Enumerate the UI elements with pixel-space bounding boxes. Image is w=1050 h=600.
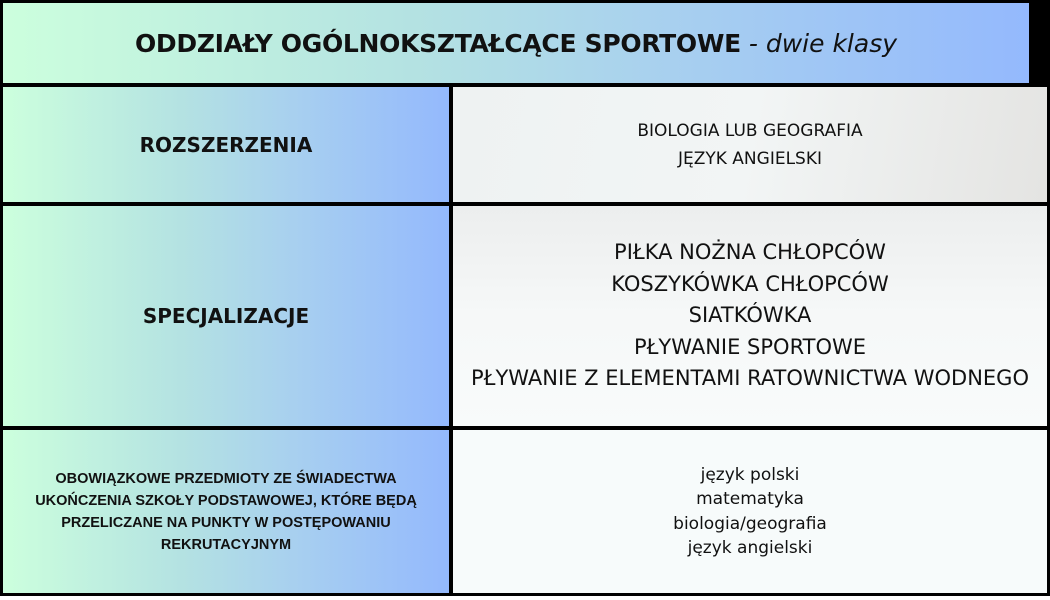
list-item: język angielski xyxy=(687,538,813,558)
row-label-extensions xyxy=(3,87,449,202)
row-label-text: SPECJALIZACJE xyxy=(142,304,310,328)
list-item: PIŁKA NOŻNA CHŁOPCÓW xyxy=(614,240,886,265)
page-title: ODDZIAŁY OGÓLNOKSZTAŁCĄCE SPORTOWE xyxy=(134,28,741,58)
row-label-text: ROZSZERZENIA xyxy=(139,132,313,157)
row-label-text: OBOWIĄZKOWE PRZEDMIOTY ZE ŚWIADECTWA UKOŃCZENIA SZKOŁY PODSTAWOWEJ, KTÓRE BĘDĄ PRZELICZANE NA PUNKTY W POSTĘPOWANIU REKRUTACYJNYM xyxy=(35,470,417,553)
list-item: JĘZYK ANGIELSKI xyxy=(677,148,823,169)
table-header xyxy=(3,3,1029,83)
row-label-mandatory-subjects xyxy=(3,430,449,593)
row-value-specializations xyxy=(453,206,1047,426)
list-item: PŁYWANIE Z ELEMENTAMI RATOWNICTWA WODNEGO xyxy=(471,366,1029,391)
list-item: biologia/geografia xyxy=(673,513,827,534)
list-item: KOSZYKÓWKA CHŁOPCÓW xyxy=(611,271,889,296)
list-item: język polski xyxy=(700,464,800,485)
title-separator: - xyxy=(740,28,766,58)
row-label-specializations xyxy=(3,206,449,426)
row-value-mandatory-subjects xyxy=(453,430,1047,593)
list-item: PŁYWANIE SPORTOWE xyxy=(633,334,867,359)
page-subtitle: dwie klasy xyxy=(765,28,898,58)
list-item: BIOLOGIA LUB GEOGRAFIA xyxy=(637,120,863,141)
list-item: SIATKÓWKA xyxy=(688,303,812,328)
bottom-margin xyxy=(0,596,1050,600)
row-value-extensions xyxy=(453,87,1047,202)
list-item: matematyka xyxy=(696,489,804,509)
